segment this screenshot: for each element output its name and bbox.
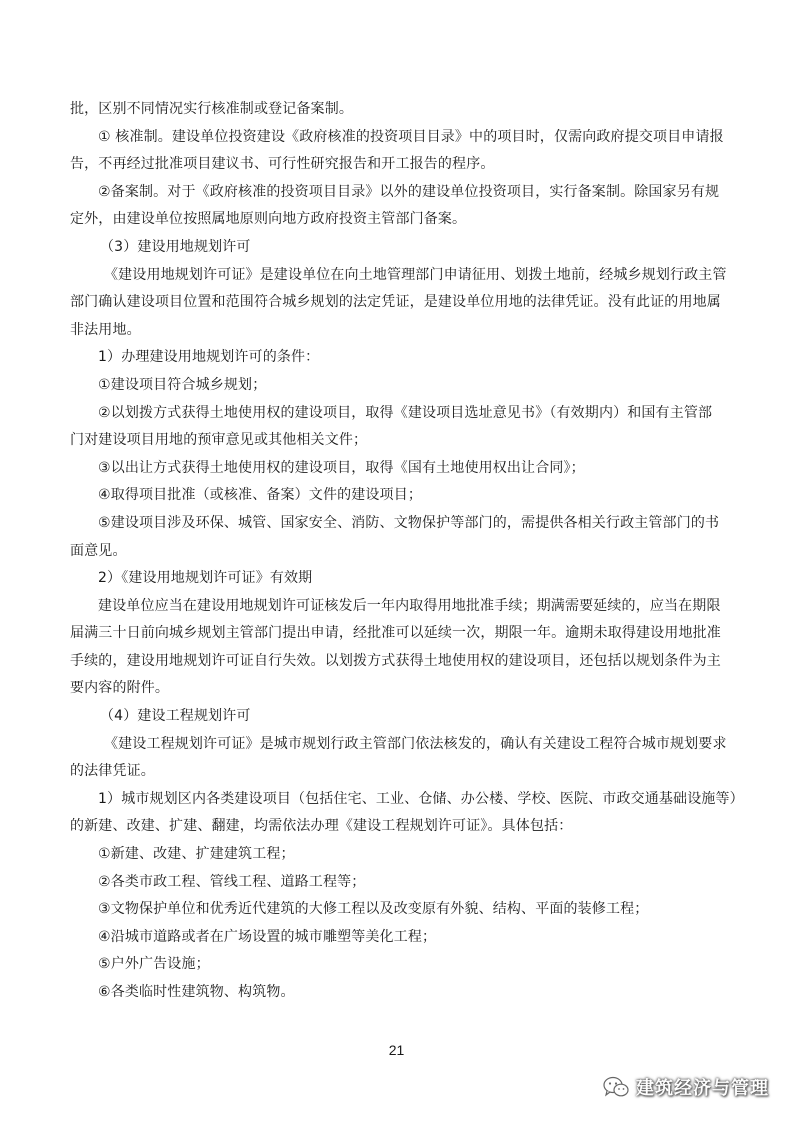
paragraph-line: 手续的，建设用地规划许可证自行失效。以划拨方式获得土地使用权的建设项目，还包括以规划条件为主 bbox=[70, 652, 721, 669]
paragraph-line: 届满三十日前向城乡规划主管部门提出申请，经批准可以延续一次，期限一年。逾期未取得建设用地批准 bbox=[70, 625, 721, 642]
paragraph-line: 建设单位应当在建设用地规划许可证核发后一年内取得用地批准手续；期满需要延续的，应当在期限 bbox=[98, 597, 721, 614]
watermark-text: 建筑经济与管理 bbox=[636, 1078, 769, 1099]
list-item: ⑤建设项目涉及环保、城管、国家安全、消防、文物保护等部门的，需提供各相关行政主管部门的书 bbox=[98, 514, 720, 531]
paragraph-line: 《建设用地规划许可证》是建设单位在向土地管理部门申请征用、划拨土地前，经城乡规划行政主管 bbox=[104, 266, 727, 283]
list-item: ③文物保护单位和优秀近代建筑的大修工程以及改变原有外貌、结构、平面的装修工程； bbox=[98, 901, 649, 918]
paragraph-line: 批，区别不同情况实行核准制或登记备案制。 bbox=[70, 101, 353, 117]
document-body bbox=[70, 96, 744, 1007]
list-item-continuation: 面意见。 bbox=[70, 542, 127, 559]
section-heading: （3）建设用地规划许可 bbox=[100, 238, 251, 255]
subsection-heading: 2）《建设用地规划许可证》有效期 bbox=[98, 570, 313, 587]
paragraph-line: 的新建、改建、扩建、翻建，均需依法办理《建设工程规划许可证》。具体包括： bbox=[70, 818, 573, 835]
paragraph-line: 的法律凭证。 bbox=[70, 763, 155, 780]
watermark bbox=[602, 1074, 769, 1100]
paragraph-line: ① 核准制。建设单位投资建设《政府核准的投资项目目录》中的项目时，仅需向政府提交项目申请报 bbox=[98, 128, 724, 145]
list-item: ⑤户外广告设施； bbox=[98, 956, 210, 973]
paragraph-line: 要内容的附件。 bbox=[70, 680, 170, 697]
paragraph-line: ②备案制。对于《政府核准的投资项目目录》以外的建设单位投资项目，实行备案制。除国家另有规 bbox=[98, 183, 720, 200]
paragraph-line: 定外，由建设单位按照属地原则向地方政府投资主管部门备案。 bbox=[70, 211, 467, 228]
wechat-icon bbox=[602, 1075, 630, 1099]
list-item: ①新建、改建、扩建建筑工程； bbox=[98, 846, 295, 863]
paragraph-line: 《建设工程规划许可证》是城市规划行政主管部门依法核发的，确认有关建设工程符合城市规划要求 bbox=[104, 735, 727, 752]
paragraph-line: 部门确认建设项目位置和范围符合城乡规划的法定凭证，是建设单位用地的法律凭证。没有此证的用地属 bbox=[70, 294, 721, 311]
paragraph-line: 告，不再经过批准项目建议书、可行性研究报告和开工报告的程序。 bbox=[70, 156, 495, 173]
list-item: ⑥各类临时性建筑物、构筑物。 bbox=[98, 984, 295, 1000]
list-item: ④取得项目批准（或核准、备案）文件的建设项目； bbox=[98, 487, 422, 504]
subsection-heading: 1）城市规划区内各类建设项目（包括住宅、工业、仓储、办公楼、学校、医院、市政交通基础设施等） bbox=[98, 790, 744, 807]
list-item: ④沿城市道路或者在广场设置的城市雕塑等美化工程； bbox=[98, 928, 437, 945]
section-heading: （4）建设工程规划许可 bbox=[100, 708, 251, 725]
list-item: ②以划拨方式获得土地使用权的建设项目，取得《建设项目选址意见书》（有效期内）和国有主管部 bbox=[98, 404, 713, 421]
list-item: ③以出让方式获得土地使用权的建设项目，取得《国有土地使用权出让合同》； bbox=[98, 459, 585, 476]
subsection-heading: 1）办理建设用地规划许可的条件： bbox=[98, 349, 320, 366]
list-item: ②各类市政工程、管线工程、道路工程等； bbox=[98, 873, 366, 890]
page-number: 21 bbox=[388, 1042, 405, 1058]
list-item: ①建设项目符合城乡规划； bbox=[98, 376, 267, 393]
list-item-continuation: 门对建设项目用地的预审意见或其他相关文件； bbox=[70, 432, 368, 449]
paragraph-line: 非法用地。 bbox=[70, 321, 141, 338]
